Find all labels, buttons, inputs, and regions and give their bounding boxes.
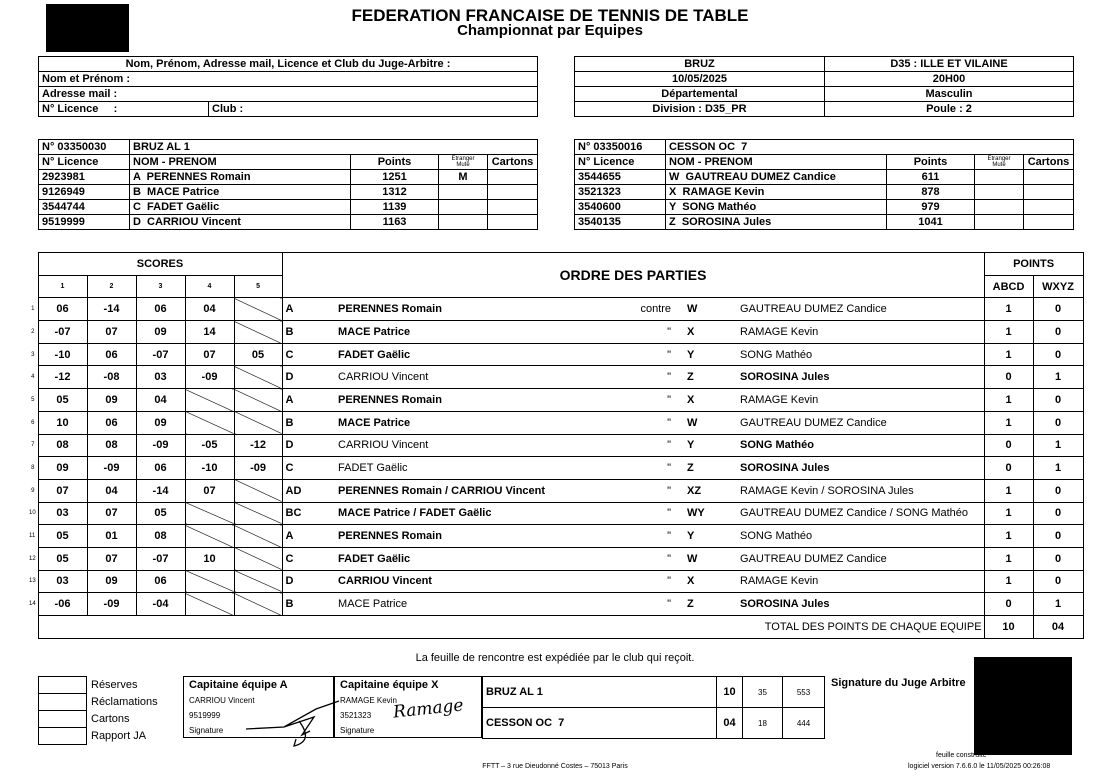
set-score: -08 [87, 366, 136, 389]
set-score [185, 389, 234, 412]
player-x-letter: Z [681, 457, 737, 480]
set-score: 05 [136, 502, 185, 525]
match-row [26, 434, 1083, 457]
set-score: 06 [136, 570, 185, 593]
player-x-letter: W [681, 547, 737, 570]
match-row [26, 298, 1083, 321]
player-x-name: GAUTREAU DUMEZ Candice [737, 298, 984, 321]
set-score: 06 [38, 298, 87, 321]
captain-x-title: Capitaine équipe X [340, 679, 439, 691]
set-score: -12 [234, 434, 282, 457]
set-score [185, 411, 234, 434]
match-number: 8 [31, 465, 35, 472]
points-wxyz: 0 [1033, 389, 1083, 412]
team-a-h-points: Points [351, 155, 439, 170]
player-x-name: RAMAGE Kevin / SOROSINA Jules [737, 479, 984, 502]
match-row [26, 411, 1083, 434]
team-a-table [38, 139, 538, 230]
team-a-player-row: 3544744 C FADET Gaëlic 1139 [39, 200, 538, 215]
match-row [26, 547, 1083, 570]
versus-label: " [592, 570, 681, 593]
set-score: 08 [136, 525, 185, 548]
points-abcd: 1 [984, 547, 1033, 570]
points-wxyz: 1 [1033, 434, 1083, 457]
set-score: 04 [136, 389, 185, 412]
ja-signature-label: Signature du Juge Arbitre [831, 677, 966, 689]
points-abcd: 1 [984, 570, 1033, 593]
set-score: -07 [136, 547, 185, 570]
player-x-name: GAUTREAU DUMEZ Candice [737, 547, 984, 570]
team-x-player-row: 3540600 Y SONG Mathéo 979 [575, 200, 1074, 215]
points-wxyz: 1 [1033, 366, 1083, 389]
match-number: 2 [31, 328, 35, 335]
set-score [234, 298, 282, 321]
team-a-player-row: 9519999 D CARRIOU Vincent 1163 [39, 215, 538, 230]
player-x-letter: X [681, 389, 737, 412]
set-label: 2 [87, 275, 136, 298]
captain-x-signature-label: Signature [340, 726, 375, 735]
set-score: 09 [136, 411, 185, 434]
team-a-name: BRUZ AL 1 [130, 140, 538, 155]
player-a-name: PERENNES Romain [335, 298, 592, 321]
points-abcd: 0 [984, 457, 1033, 480]
set-score: 07 [38, 479, 87, 502]
total-a: 10 [984, 616, 1033, 639]
set-score: -14 [87, 298, 136, 321]
referee-name-label: Nom et Prénom : [39, 72, 538, 87]
versus-label: " [592, 434, 681, 457]
player-a-name: PERENNES Romain / CARRIOU Vincent [335, 479, 592, 502]
player-x-letter: Y [681, 525, 737, 548]
match-row [26, 593, 1083, 616]
match-row [26, 457, 1083, 480]
versus-label: " [592, 479, 681, 502]
order-header: ORDRE DES PARTIES [282, 253, 984, 298]
team-x-player-row: 3540135 Z SOROSINA Jules 1041 [575, 215, 1074, 230]
match-row [26, 570, 1083, 593]
match-number: 13 [29, 578, 36, 585]
match-number: 3 [31, 351, 35, 358]
set-score [185, 525, 234, 548]
player-x-name: SONG Mathéo [737, 343, 984, 366]
set-score: -09 [185, 366, 234, 389]
player-x-name: RAMAGE Kevin [737, 321, 984, 344]
match-number: 5 [31, 396, 35, 403]
player-x-letter: XZ [681, 479, 737, 502]
set-score [234, 479, 282, 502]
points-wxyz: 1 [1033, 593, 1083, 616]
set-label: 5 [234, 275, 282, 298]
set-score: 05 [38, 547, 87, 570]
set-score: 06 [87, 343, 136, 366]
points-abcd: 1 [984, 343, 1033, 366]
match-number: 4 [31, 374, 35, 381]
points-wxyz: 0 [1033, 343, 1083, 366]
player-a-name: MACE Patrice [335, 593, 592, 616]
team-x-h-name: NOM - PRENOM [666, 155, 887, 170]
set-score: 05 [38, 389, 87, 412]
set-score: -09 [87, 593, 136, 616]
player-x-name: SOROSINA Jules [737, 457, 984, 480]
player-a-letter: A [282, 389, 335, 412]
points-wxyz: 0 [1033, 321, 1083, 344]
set-score: 07 [87, 321, 136, 344]
total-label: TOTAL DES POINTS DE CHAQUE EQUIPE [38, 616, 984, 639]
referee-table [38, 56, 538, 117]
result-row: CESSON OC 7 04 18 444 [483, 708, 825, 739]
points-abcd: 1 [984, 411, 1033, 434]
versus-label: " [592, 343, 681, 366]
reclamations-label: Réclamations [91, 695, 158, 708]
rapport-ja-checkbox[interactable] [39, 728, 87, 745]
player-a-name: MACE Patrice / FADET Gaëlic [335, 502, 592, 525]
set-score: 08 [38, 434, 87, 457]
set-score: 07 [87, 502, 136, 525]
match-number: 1 [31, 306, 35, 313]
set-score: 03 [38, 502, 87, 525]
player-x-name: RAMAGE Kevin [737, 570, 984, 593]
referee-club-label: Club : [209, 102, 538, 117]
player-a-letter: A [282, 298, 335, 321]
set-score: 03 [136, 366, 185, 389]
captain-a-signature [244, 691, 344, 751]
set-score: 05 [38, 525, 87, 548]
player-x-name: SONG Mathéo [737, 434, 984, 457]
federation-address: FFTT – 3 rue Dieudonné Costes – 75013 Paris [482, 763, 628, 770]
player-x-name: SONG Mathéo [737, 525, 984, 548]
set-score: -07 [38, 321, 87, 344]
set-score: 04 [87, 479, 136, 502]
team-x-number: N° 03350016 [575, 140, 666, 155]
set-score [185, 570, 234, 593]
set-score: 10 [38, 411, 87, 434]
player-x-letter: W [681, 411, 737, 434]
player-a-letter: D [282, 570, 335, 593]
team-a-h-name: NOM - PRENOM [130, 155, 351, 170]
captain-a-title: Capitaine équipe A [189, 679, 288, 691]
team-a-player-row: 2923981 A PERENNES Romain 1251 M [39, 170, 538, 185]
player-x-name: SOROSINA Jules [737, 366, 984, 389]
player-a-letter: C [282, 343, 335, 366]
captain-a-name: CARRIOU Vincent [189, 696, 255, 705]
rapport-ja-label: Rapport JA [91, 729, 147, 742]
team-x-player-row: 3521323 X RAMAGE Kevin 878 [575, 185, 1074, 200]
points-abcd: 1 [984, 479, 1033, 502]
result-team-x: CESSON OC 7 [483, 708, 717, 739]
captain-a-box [183, 676, 334, 738]
reclamations-checkbox[interactable] [39, 694, 87, 711]
captain-x-box [334, 676, 482, 738]
player-x-letter: X [681, 321, 737, 344]
set-score: 04 [185, 298, 234, 321]
player-a-name: PERENNES Romain [335, 389, 592, 412]
page-subtitle: Championnat par Equipes [457, 22, 643, 39]
player-x-name: GAUTREAU DUMEZ Candice [737, 411, 984, 434]
player-x-letter: WY [681, 502, 737, 525]
set-score: 09 [87, 389, 136, 412]
player-a-name: FADET Gaëlic [335, 457, 592, 480]
player-a-letter: B [282, 411, 335, 434]
set-score: 09 [38, 457, 87, 480]
set-score: 14 [185, 321, 234, 344]
player-x-letter: Y [681, 434, 737, 457]
points-header: POINTS [984, 253, 1083, 276]
set-score [185, 593, 234, 616]
match-date: 10/05/2025 [575, 72, 825, 87]
player-a-letter: AD [282, 479, 335, 502]
player-a-name: MACE Patrice [335, 411, 592, 434]
versus-label: " [592, 502, 681, 525]
cartons-checkbox[interactable] [39, 711, 87, 728]
points-abcd: 0 [984, 434, 1033, 457]
points-abcd: 1 [984, 321, 1033, 344]
region: D35 : ILLE ET VILAINE [825, 57, 1074, 72]
versus-label: " [592, 525, 681, 548]
match-number: 11 [29, 533, 36, 540]
set-label: 1 [38, 275, 87, 298]
set-score [234, 502, 282, 525]
set-score: -12 [38, 366, 87, 389]
player-a-name: CARRIOU Vincent [335, 434, 592, 457]
set-score: -14 [136, 479, 185, 502]
reserves-label: Réserves [91, 678, 138, 691]
result-team-a: BRUZ AL 1 [483, 677, 717, 708]
versus-label: " [592, 593, 681, 616]
set-score [234, 321, 282, 344]
set-score: -09 [234, 457, 282, 480]
player-x-letter: Z [681, 593, 737, 616]
match-level: Départemental [575, 87, 825, 102]
referee-mail-label: Adresse mail : [39, 87, 538, 102]
set-score [234, 547, 282, 570]
result-row: BRUZ AL 1 10 35 553 [483, 677, 825, 708]
wxyz-header: WXYZ [1033, 275, 1083, 298]
set-label: 4 [185, 275, 234, 298]
set-score [234, 411, 282, 434]
scores-header: SCORES [38, 253, 282, 276]
player-a-name: CARRIOU Vincent [335, 570, 592, 593]
player-a-name: CARRIOU Vincent [335, 366, 592, 389]
set-score: -05 [185, 434, 234, 457]
player-a-letter: BC [282, 502, 335, 525]
set-score: -10 [38, 343, 87, 366]
versus-label: " [592, 411, 681, 434]
reserves-checkbox[interactable] [39, 677, 87, 694]
match-number: 9 [31, 487, 35, 494]
page-title: FEDERATION FRANCAISE DE TENNIS DE TABLE [351, 6, 749, 25]
player-x-letter: Z [681, 366, 737, 389]
match-row [26, 389, 1083, 412]
match-row [26, 525, 1083, 548]
captain-a-signature-label: Signature [189, 726, 224, 735]
points-abcd: 1 [984, 502, 1033, 525]
match-number: 14 [29, 601, 36, 608]
points-wxyz: 0 [1033, 525, 1083, 548]
team-x-name: CESSON OC 7 [666, 140, 1074, 155]
team-a-h-licence: N° Licence [39, 155, 130, 170]
reserves-checkboxes [38, 676, 181, 745]
team-x-h-etr: Etranger Muté [975, 155, 1024, 170]
points-wxyz: 0 [1033, 479, 1083, 502]
set-score: 07 [185, 343, 234, 366]
set-score: -06 [38, 593, 87, 616]
team-a-h-etr: Etranger Muté [439, 155, 488, 170]
player-x-name: SOROSINA Jules [737, 593, 984, 616]
team-a-h-cards: Cartons [488, 155, 538, 170]
versus-label: " [592, 366, 681, 389]
set-score: -07 [136, 343, 185, 366]
captain-x-licence: 3521323 [340, 711, 372, 720]
captain-a-licence: 9519999 [189, 711, 221, 720]
match-division: Division : D35_PR [575, 102, 825, 117]
results-table [482, 676, 825, 739]
set-score: 09 [136, 321, 185, 344]
player-a-name: FADET Gaëlic [335, 547, 592, 570]
player-a-name: MACE Patrice [335, 321, 592, 344]
match-row [26, 479, 1083, 502]
points-wxyz: 0 [1033, 547, 1083, 570]
points-wxyz: 0 [1033, 570, 1083, 593]
team-x-table [574, 139, 1074, 230]
home-club: BRUZ [575, 57, 825, 72]
match-gender: Masculin [825, 87, 1074, 102]
match-time: 20H00 [825, 72, 1074, 87]
team-a-player-row: 9126949 B MACE Patrice 1312 [39, 185, 538, 200]
construction-note: feuille construite [936, 752, 987, 759]
match-number: 10 [29, 510, 36, 517]
match-row [26, 321, 1083, 344]
player-a-letter: C [282, 457, 335, 480]
player-x-letter: W [681, 298, 737, 321]
captain-x-name: RAMAGE Kevin [340, 696, 397, 705]
match-row [26, 366, 1083, 389]
set-score: 07 [185, 479, 234, 502]
player-a-letter: D [282, 434, 335, 457]
versus-label: " [592, 547, 681, 570]
player-a-letter: B [282, 321, 335, 344]
set-score: 06 [136, 298, 185, 321]
player-a-name: FADET Gaëlic [335, 343, 592, 366]
player-x-name: RAMAGE Kevin [737, 389, 984, 412]
set-score: -10 [185, 457, 234, 480]
team-x-h-points: Points [887, 155, 975, 170]
set-label: 3 [136, 275, 185, 298]
set-score: -09 [136, 434, 185, 457]
set-score [234, 366, 282, 389]
match-row [26, 343, 1083, 366]
set-score [185, 502, 234, 525]
points-wxyz: 0 [1033, 502, 1083, 525]
points-wxyz: 0 [1033, 411, 1083, 434]
points-abcd: 1 [984, 525, 1033, 548]
referee-licence-label: N° Licence : [39, 102, 209, 117]
match-row [26, 502, 1083, 525]
abcd-header: ABCD [984, 275, 1033, 298]
set-score [234, 593, 282, 616]
set-score: 09 [87, 570, 136, 593]
points-wxyz: 1 [1033, 457, 1083, 480]
total-x: 04 [1033, 616, 1083, 639]
set-score: 05 [234, 343, 282, 366]
sent-note: La feuille de rencontre est expédiée par le club qui reçoit. [415, 652, 695, 664]
set-score: 01 [87, 525, 136, 548]
match-number: 6 [31, 419, 35, 426]
team-a-number: N° 03350030 [39, 140, 130, 155]
set-score: 08 [87, 434, 136, 457]
set-score: 10 [185, 547, 234, 570]
points-wxyz: 0 [1033, 298, 1083, 321]
team-x-h-cards: Cartons [1024, 155, 1074, 170]
set-score: 07 [87, 547, 136, 570]
points-abcd: 0 [984, 366, 1033, 389]
player-x-letter: X [681, 570, 737, 593]
referee-heading: Nom, Prénom, Adresse mail, Licence et Club du Juge-Arbitre : [39, 57, 538, 72]
player-a-letter: C [282, 547, 335, 570]
points-abcd: 1 [984, 389, 1033, 412]
team-x-h-licence: N° Licence [575, 155, 666, 170]
versus-label: " [592, 389, 681, 412]
team-x-player-row: 3544655 W GAUTREAU DUMEZ Candice 611 [575, 170, 1074, 185]
set-score [234, 525, 282, 548]
versus-label: contre [592, 298, 681, 321]
redacted-ja-signature [974, 657, 1072, 755]
match-number: 12 [29, 555, 36, 562]
player-a-letter: B [282, 593, 335, 616]
cartons-label: Cartons [91, 712, 130, 725]
points-abcd: 1 [984, 298, 1033, 321]
match-number: 7 [31, 442, 35, 449]
captain-x-signature: Ramage [392, 695, 465, 723]
player-a-letter: A [282, 525, 335, 548]
versus-label: " [592, 321, 681, 344]
match-order-table [26, 252, 1084, 639]
match-info-table [574, 56, 1074, 117]
player-a-name: PERENNES Romain [335, 525, 592, 548]
player-a-letter: D [282, 366, 335, 389]
versus-label: " [592, 457, 681, 480]
set-score: 06 [87, 411, 136, 434]
set-score [234, 389, 282, 412]
set-score: -09 [87, 457, 136, 480]
set-score: -04 [136, 593, 185, 616]
software-version: logiciel version 7.6.6.0 le 11/05/2025 00:26:08 [908, 763, 1051, 770]
set-score: 03 [38, 570, 87, 593]
points-abcd: 0 [984, 593, 1033, 616]
set-score [234, 570, 282, 593]
set-score: 06 [136, 457, 185, 480]
player-x-letter: Y [681, 343, 737, 366]
player-x-name: GAUTREAU DUMEZ Candice / SONG Mathéo [737, 502, 984, 525]
match-poule: Poule : 2 [825, 102, 1074, 117]
